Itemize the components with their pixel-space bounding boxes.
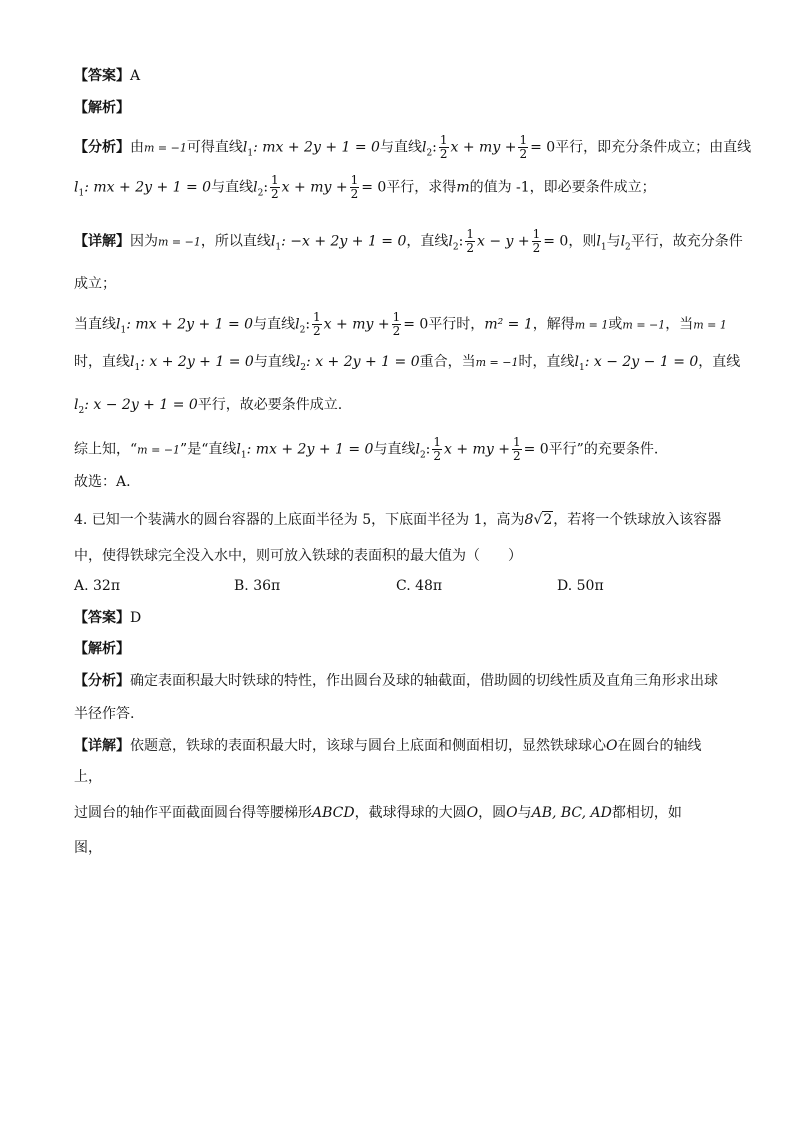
- answer-label: 【答案】: [74, 610, 130, 626]
- option-c: C. 48π: [396, 578, 443, 594]
- xiangjie-label: 【详解】: [74, 738, 130, 754]
- option-b: B. 36π: [234, 578, 281, 594]
- q4-xiangjie-line3: 过圆台的轴作平面截面圆台得等腰梯形ABCD，截球得球的大圆O，圆O与AB, BC, AD都相切，如: [74, 805, 682, 821]
- fraction: $\frac{1}{2}$: [313, 310, 321, 338]
- fraction: $\frac{1}{2}$: [532, 227, 541, 255]
- fenxi-label: 【分析】: [74, 673, 130, 689]
- q4-stem-line1: 4. 已知一个装满水的圆台容器的上底面半径为 5，下底面半径为 1，高为8√2，若将一个铁球放入该容器: [74, 512, 722, 528]
- q3-xiangjie-line3: 当直线$l_1$: mx + 2y + 1 = 0与直线$l_2$: $\frac{1}{2}$ x + my + $\frac{1}{2}$ = 0平行时，m² = 1，解得m = 1或m = −1，当m = 1: [74, 310, 727, 338]
- q3-jiexi-heading: [74, 98, 130, 118]
- q4-stem-line2: 中，使得铁球完全没入水中，则可放入铁球的表面积的最大值为（ ）: [74, 548, 522, 564]
- q4-answer-line: [74, 608, 141, 628]
- sqrt: √2: [533, 512, 553, 528]
- fraction: $\frac{1}{2}$: [392, 310, 401, 338]
- fraction: $\frac{1}{2}$: [466, 227, 474, 255]
- q4-xiangjie-line2: 上，: [74, 769, 102, 785]
- q3-choice-line: 故选：A.: [74, 474, 131, 490]
- q4-jiexi-heading: [74, 639, 130, 659]
- fraction: $\frac{1}{2}$: [350, 173, 359, 201]
- q4-xiangjie-line4: 图，: [74, 840, 102, 856]
- jiexi-label: 【解析】: [74, 100, 130, 116]
- q3-xiangjie-line1: 【详解】因为m = −1，所以直线$l_1$: −x + 2y + 1 = 0，直线$l_2$: $\frac{1}{2}$ x − y + $\frac{1}{2}$ = 0，则$l_1$与$l_2$平行，故充分条件: [74, 227, 743, 255]
- fenxi-label: 【分析】: [74, 139, 130, 156]
- q4-fenxi-line2: 半径作答.: [74, 706, 135, 722]
- q3-summary-line: 综上知，“m = −1”是“直线$l_1$: mx + 2y + 1 = 0与直线$l_2$: $\frac{1}{2}$ x + my + $\frac{1}{2}$ = 0平行”的充要条件.: [74, 435, 659, 463]
- q3-fenxi-line1: 【分析】由m = −1可得直线$l_1$: mx + 2y + 1 = 0与直线$l_2$: $\frac{1}{2}$ x + my + $\frac{1}{2}$ = 0平行，即充分条件成立；由直线: [74, 133, 752, 161]
- answer-value: A: [130, 68, 141, 84]
- q3-answer-line: [74, 66, 140, 86]
- answer-value: D: [130, 610, 142, 626]
- option-d: D. 50π: [557, 578, 604, 594]
- q3-xiangjie-line4: 时，直线$l_1$: x + 2y + 1 = 0与直线$l_2$: x + 2y + 1 = 0重合，当m = −1时，直线$l_1$: x − 2y − 1 = 0，直线: [74, 354, 741, 373]
- answer-label: 【答案】: [74, 68, 130, 84]
- fraction: $\frac{1}{2}$: [271, 173, 279, 201]
- option-a: A. 32π: [74, 578, 121, 594]
- fraction: $\frac{1}{2}$: [512, 435, 521, 463]
- q3-fenxi-line2: $l_1$: mx + 2y + 1 = 0与直线$l_2$: $\frac{1}{2}$ x + my + $\frac{1}{2}$ = 0平行，求得m的值为 -1，即必要条件成立；: [74, 173, 656, 201]
- jiexi-label: 【解析】: [74, 641, 130, 657]
- xiangjie-label: 【详解】: [74, 233, 130, 250]
- fraction: $\frac{1}{2}$: [519, 133, 528, 161]
- q4-fenxi-line1: 【分析】确定表面积最大时铁球的特性，作出圆台及球的轴截面，借助圆的切线性质及直角三角形求出球: [74, 673, 718, 689]
- fraction: $\frac{1}{2}$: [439, 133, 448, 161]
- q4-xiangjie-line1: 【详解】依题意，铁球的表面积最大时，该球与圆台上底面和侧面相切，显然铁球球心O在圆台的轴线: [74, 738, 702, 754]
- q3-xiangjie-line5: $l_2$: x − 2y + 1 = 0平行，故必要条件成立.: [74, 397, 343, 416]
- q3-xiangjie-line2: 成立；: [74, 276, 116, 292]
- fraction: $\frac{1}{2}$: [433, 435, 442, 463]
